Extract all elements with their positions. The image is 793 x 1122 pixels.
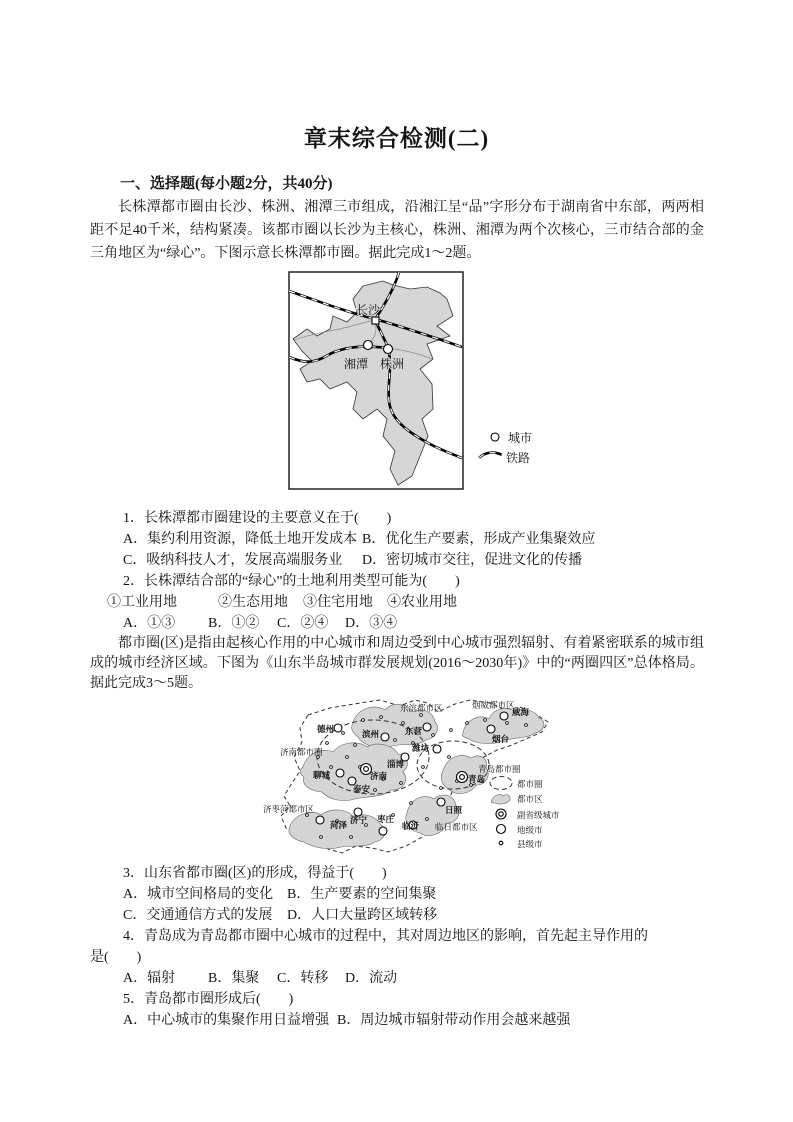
weifang-label: 潍坊 — [412, 743, 430, 753]
yanwei-district-label: 烟威都市区 — [472, 700, 515, 710]
question-1-options-row-1 — [90, 529, 710, 550]
question-1-stem: 1．长株潭都市圈建设的主要意义在于( ) — [123, 511, 392, 526]
jinan-metro-label: 济南都市圈 — [280, 747, 323, 757]
zibo-label: 淄博 — [387, 759, 405, 769]
county-legend-icon — [499, 841, 503, 845]
option-1d: D．密切城市交往，促进文化的传播 — [362, 553, 583, 568]
question-3-options-row-1 — [90, 884, 710, 905]
option-4d: D．流动 — [345, 971, 398, 986]
city-legend-label: 城市 — [508, 431, 533, 445]
linri-district-label: 临日都市区 — [435, 822, 478, 832]
option-1b: B．优化生产要素，形成产业集聚效应 — [362, 532, 596, 547]
subprovincial-legend-label: 副省级城市 — [517, 810, 560, 820]
metro-district-legend-icon — [491, 795, 510, 804]
map1-city-changsha-marker — [372, 317, 379, 324]
yantai-label: 烟台 — [492, 734, 510, 744]
figure-changzhutan-map — [288, 271, 563, 496]
binzhou-label: 滨州 — [362, 729, 380, 739]
railway-legend-label: 铁路 — [506, 451, 531, 465]
question-4-options-row — [90, 968, 710, 989]
dongying-marker — [423, 723, 431, 731]
map1-legend — [479, 431, 532, 465]
question-3-stem: 3．山东省都市圈(区)的形成，得益于( ) — [123, 866, 387, 881]
metro-circle-legend-icon — [490, 777, 512, 790]
prefecture-legend-icon — [497, 825, 506, 834]
passage-1: 长株潭都市圈由长沙、株洲、湘潭三市组成，沿湘江呈“品”字形分布于湖南省中东部，两两相距不足40千米，结构紧凑。该都市圈以长沙为主核心，株洲、湘潭为两个次核心，三市结合部的金三角地区为“绿心”。下图示意长株潭都市圈。据此完成1～2题。 — [90, 200, 704, 261]
yantai-marker — [487, 725, 495, 733]
option-2c: C．②④ — [277, 616, 329, 631]
item-1: ①工业用地 — [107, 595, 177, 610]
map1-svg — [288, 271, 563, 491]
item-4: ④农业用地 — [387, 595, 457, 610]
dongbin-district-label: 东滨都市区 — [400, 703, 443, 713]
question-2-stem: 2．长株潭结合部的“绿心”的土地利用类型可能为( ) — [123, 574, 460, 589]
zaozhuang-label: 枣庄 — [377, 814, 395, 824]
question-3-options-row-2 — [90, 905, 710, 926]
questions-3-5 — [90, 863, 710, 1031]
dezhou-label: 德州 — [317, 724, 335, 734]
map2-svg — [235, 695, 565, 863]
qingdao-label: 青岛 — [468, 774, 486, 784]
liaocheng-label: 聊城 — [313, 770, 331, 780]
dongying-label: 东营 — [405, 726, 423, 736]
jining-label: 济宁 — [350, 815, 368, 825]
heze-label: 菏泽 — [330, 820, 348, 830]
heze-marker — [316, 816, 324, 824]
option-5a: A．中心城市的集聚作用日益增强 — [123, 1013, 330, 1028]
questions-1-2 — [90, 508, 710, 634]
item-2: ②生态用地 — [218, 595, 288, 610]
jinan-marker-inner — [364, 767, 369, 772]
map1-city-zhuzhou-label: 株洲 — [380, 357, 405, 371]
option-4b: B．集聚 — [208, 971, 260, 986]
map1-city-xiangtan-marker — [364, 341, 373, 350]
prefecture-legend-label: 地级市 — [517, 825, 543, 835]
liaocheng-marker — [336, 769, 344, 777]
metro-district-legend-label: 都市区 — [517, 794, 543, 804]
question-4-stem-line-1: 4．青岛成为青岛都市圈中心城市的过程中，其对周边地区的影响，首先起主导作用的 — [123, 929, 648, 944]
item-3: ③住宅用地 — [303, 595, 373, 610]
rizhao-label: 日照 — [445, 805, 463, 815]
question-4-stem-line-2: 是( ) — [90, 950, 142, 965]
question-5-stem: 5．青岛都市圈形成后( ) — [123, 992, 294, 1007]
metro-circle-legend-label: 都市圈 — [517, 779, 543, 789]
option-3a: A．城市空间格局的变化 — [123, 887, 274, 902]
question-2-items — [90, 592, 710, 613]
binzhou-marker — [381, 733, 389, 741]
jinan-label: 济南 — [370, 771, 388, 781]
section-heading: 一、选择题(每小题2分，共40分) — [120, 176, 333, 192]
option-1a: A．集约利用资源，降低土地开发成本 — [123, 532, 358, 547]
figure-shandong-map — [235, 695, 565, 868]
option-4a: A．辐射 — [123, 971, 176, 986]
option-5b: B．周边城市辐射带动作用会越来越强 — [337, 1013, 571, 1028]
page-title: 章末综合检测(二) — [303, 126, 490, 151]
jizaohe-district-label: 济枣菏都市区 — [263, 804, 315, 814]
question-1-options-row-2 — [90, 550, 710, 571]
qingdao-metro-label: 青岛都市圈 — [478, 764, 521, 774]
qingdao-marker-inner — [460, 775, 465, 780]
option-3d: D．人口大量跨区域转移 — [287, 908, 438, 923]
option-2d: D．③④ — [345, 616, 398, 631]
county-legend-label: 县级市 — [517, 839, 543, 849]
option-2a: A．①③ — [123, 616, 176, 631]
linyi-label: 临沂 — [402, 821, 420, 831]
question-5-options-row — [90, 1010, 710, 1031]
option-3c: C．交通通信方式的发展 — [123, 908, 273, 923]
map2-legend — [490, 777, 560, 850]
option-1c: C．吸纳科技人才，发展高端服务业 — [123, 553, 343, 568]
weihai-marker — [500, 712, 508, 720]
option-2b: B．①② — [208, 616, 260, 631]
map1-city-zhuzhou-marker — [384, 345, 393, 354]
city-legend-icon — [491, 433, 499, 441]
weihai-label: 威海 — [512, 707, 530, 717]
taian-label: 泰安 — [353, 784, 371, 794]
map1-city-xiangtan-label: 湘潭 — [344, 357, 369, 371]
weifang-marker — [433, 745, 441, 753]
passage-2: 都市圈(区)是指由起核心作用的中心城市和周边受到中心城市强烈辐射、有着紧密联系的城市组成的城市经济区域。下图为《山东半岛城市群发展规划(2016～2030年)》中的“两圈四区”总体格局。据此完成3～5题。 — [90, 636, 704, 691]
question-2-options-row — [90, 613, 710, 634]
option-4c: C．转移 — [277, 971, 329, 986]
map1-city-changsha-label: 长沙 — [356, 303, 381, 317]
rizhao-marker — [437, 798, 445, 806]
dezhou-marker — [334, 724, 342, 732]
option-3b: B．生产要素的空间集聚 — [287, 887, 437, 902]
zaozhuang-marker — [379, 827, 387, 835]
